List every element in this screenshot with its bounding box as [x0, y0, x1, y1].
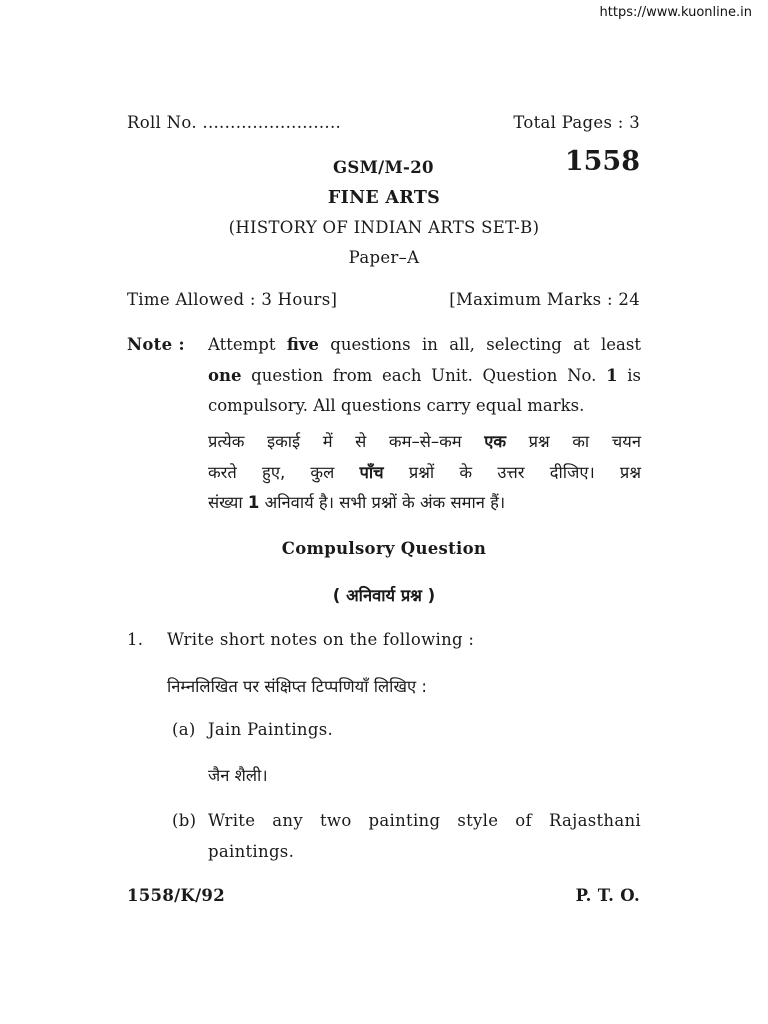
note-hi-text: संख्या [208, 493, 248, 512]
footer-code: 1558/K/92 [127, 886, 225, 905]
roll-number-field: Roll No. ......................... [127, 113, 342, 132]
subquestion-text-hindi: जैन शैली। [208, 766, 268, 785]
maximum-marks: [Maximum Marks : 24 [449, 290, 640, 309]
note-hi-bold: पाँच [359, 462, 384, 482]
note-en-text: Attempt [208, 335, 287, 354]
note-hi-text: प्रश्नों के उत्तर दीजिए। प्रश्न [383, 462, 641, 482]
note-en-bold: 1 [606, 365, 618, 385]
question-text: Write short notes on the following : [167, 630, 475, 649]
subquestion-label: (a) [172, 720, 196, 739]
subquestion-text: Write any two painting style of Rajasthani [208, 811, 641, 830]
note-en-text: question from each Unit. Question No. [241, 365, 607, 385]
note-hi-text: अनिवार्य है। सभी प्रश्नों के अंक समान हैं। [259, 493, 506, 512]
note-hi-text: प्रश्न का चयन [506, 432, 641, 451]
compulsory-heading-hindi: ( अनिवार्य प्रश्न ) [332, 586, 436, 605]
time-allowed: Time Allowed : 3 Hours] [127, 290, 338, 309]
subquestion-text: paintings. [208, 842, 295, 861]
subject-title: FINE ARTS [327, 188, 441, 208]
note-en-bold: five [286, 335, 319, 354]
note-hi-bold: 1 [247, 493, 260, 512]
subquestion-text: Jain Paintings. [208, 720, 334, 739]
question-number: 1. [127, 630, 144, 649]
note-en-text: questions in all, selecting at least [318, 335, 641, 354]
note-en-text: is [617, 365, 641, 385]
paper-label: Paper–A [348, 248, 420, 267]
instructions-hindi [208, 427, 641, 519]
paper-number: 1558 [564, 146, 640, 177]
question-text-hindi: निम्नलिखित पर संक्षिप्त टिप्पणियाँ लिखिए : [167, 677, 427, 696]
note-hi-bold: एक [484, 432, 507, 451]
compulsory-heading: Compulsory Question [281, 539, 487, 558]
note-label: Note : [127, 335, 185, 354]
source-url: https://www.kuonline.in [599, 5, 752, 20]
total-pages: Total Pages : 3 [513, 113, 640, 132]
instructions-english [208, 330, 641, 422]
note-en-text: compulsory. All questions carry equal marks. [208, 396, 585, 415]
note-hi-text: करते हुए, कुल [208, 462, 360, 482]
subject-subtitle: (HISTORY OF INDIAN ARTS SET-B) [228, 218, 540, 237]
note-hi-text: प्रत्येक इकाई में से कम–से–कम [208, 432, 485, 451]
subquestion-label: (b) [172, 811, 197, 830]
exam-code: GSM/M-20 [333, 158, 434, 177]
note-en-bold: one [208, 365, 242, 385]
page-turn-indicator: P. T. O. [575, 886, 640, 905]
